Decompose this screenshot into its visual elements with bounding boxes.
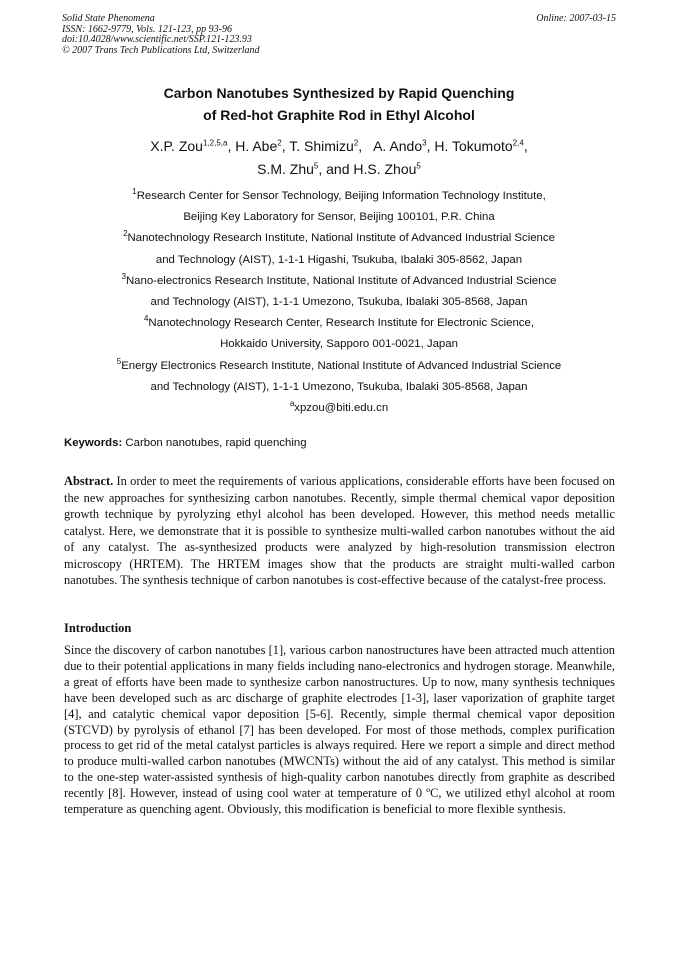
author-line-2	[60, 158, 618, 181]
author-affiliation-mark: 5	[313, 161, 319, 171]
affiliation-mark: 4	[143, 314, 149, 324]
email-address: xpzou@biti.edu.cn	[294, 402, 389, 415]
title-line-1: Carbon Nanotubes Synthesized by Rapid Quenching	[163, 85, 515, 101]
author-list	[60, 135, 618, 181]
author-name: X.P. Zou	[150, 138, 203, 154]
author-affiliation-mark: 1,2,5,a	[202, 138, 228, 148]
affiliation-mark: 2	[123, 229, 128, 239]
affiliation-list	[60, 186, 618, 419]
abstract-section	[64, 473, 615, 589]
email-line	[60, 398, 618, 419]
introduction-body: Since the discovery of carbon nanotubes [1], various carbon nanostructures have been attracted much attention due to their potential applications in many fields including nano-electronics and hydrogen storage. Meanwhile, a great of efforts have been made to synthesize carbon nanostructures. Up to now, many synthesis techniques have been developed such as arc discharge of graphite electrodes [1-3], laser vaporization of graphite target [4], and catalytic chemical vapor deposition [5-6]. Recently, simple thermal chemical vapor deposition (STCVD) by pyrolysis of ethanol [7] has been developed. For most of those methods, complex purification process to get rid of the metal catalyst particles is always required. Here we report a simple and direct method to produce multi-walled carbon nanotubes (MWCNTs) without the aid of any catalyst. This method is similar to the one-step water-assisted synthesis of high-quality carbon nanotubes directly from graphite as described recently [8]. However, instead of using cool water at temperature of 0 ºC, we utilized ethyl alcohol at room temperature as quenching agent. Obviously, this modification is beneficial to more flexible synthesis.	[64, 643, 615, 817]
author-affiliation-mark: 2,4	[512, 138, 524, 148]
affiliation-text: Nanotechnology Research Institute, National Institute of Advanced Industrial Science	[127, 232, 555, 245]
keywords-label: Keywords:	[64, 437, 123, 449]
issn-line: ISSN: 1662-9779, Vols. 121-123, pp 93-96	[62, 23, 232, 35]
keywords-text: Carbon nanotubes, rapid quenching	[125, 437, 307, 449]
affiliation-3-line-1	[60, 271, 618, 292]
author-separator: ,	[227, 138, 236, 154]
author-affiliation-mark: 5	[416, 161, 421, 171]
affiliation-text: Nanotechnology Research Center, Research Institute for Electronic Science,	[148, 317, 535, 330]
abstract-text: In order to meet the requirements of various applications, considerable efforts have been focused on the new approaches for synthesizing carbon nanotubes. Recently, simple thermal chemical vapor deposition growth technique by pyrolyzing ethyl alcohol has been developed. However, this method needs metallic catalyst. Here, we demonstrate that it is possible to synthesize multi-walled carbon nanotubes without the aid of any catalyst. The as-synthesized products were analyzed by high-resolution transmission electron microscopy (HRTEM). The HRTEM images show that the products are straight multi-walled carbon nanotubes. The synthesis technique of carbon nanotubes is cost-effective because of the catalyst-free process.	[64, 474, 615, 587]
author-affiliation-mark: 2	[277, 138, 282, 148]
journal-name: Solid State Phenomena	[62, 13, 155, 24]
affiliation-text: Energy Electronics Research Institute, National Institute of Advanced Industrial Science	[121, 359, 562, 372]
copyright-line: © 2007 Trans Tech Publications Ltd, Switzerland	[62, 44, 260, 56]
author-separator: ,	[426, 138, 435, 154]
paper-title	[60, 82, 618, 126]
author-separator: , and	[318, 161, 354, 177]
affiliation-5-line-1	[60, 356, 618, 377]
affiliation-4-line-2: Hokkaido University, Sapporo 001-0021, Japan	[220, 338, 458, 351]
affiliation-3-line-2: and Technology (AIST), 1-1-1 Umezono, Tsukuba, Ibalaki 305-8568, Japan	[150, 296, 528, 309]
journal-header	[62, 14, 260, 56]
author-affiliation-mark: 2	[353, 138, 359, 148]
title-line-2: of Red-hot Graphite Rod in Ethyl Alcohol	[203, 107, 475, 123]
author-name: H. Abe	[235, 138, 278, 154]
author-separator: ,	[523, 138, 528, 154]
keywords-section	[64, 436, 616, 450]
author-name: H. Tokumoto	[434, 138, 513, 154]
author-affiliation-mark: 3	[422, 138, 427, 148]
affiliation-1-line-2: Beijing Key Laboratory for Sensor, Beijing 100101, P.R. China	[183, 211, 495, 224]
email-mark: a	[289, 399, 295, 409]
abstract-label: Abstract.	[64, 474, 114, 488]
affiliation-text: Nano-electronics Research Institute, National Institute of Advanced Industrial Science	[125, 274, 557, 287]
affiliation-4-line-1	[60, 313, 618, 334]
author-line-1	[60, 135, 618, 158]
affiliation-2-line-2: and Technology (AIST), 1-1-1 Higashi, Tsukuba, Ibalaki 305-8562, Japan	[155, 253, 523, 266]
affiliation-5-line-2: and Technology (AIST), 1-1-1 Umezono, Tsukuba, Ibalaki 305-8568, Japan	[150, 380, 528, 393]
author-name: T. Shimizu	[289, 138, 354, 154]
author-name: A. Ando	[373, 138, 423, 154]
affiliation-1-line-1	[60, 186, 618, 207]
affiliation-mark: 3	[121, 272, 126, 282]
author-name: S.M. Zhu	[257, 161, 314, 177]
author-name: H.S. Zhou	[353, 161, 417, 177]
author-separator: ,	[281, 138, 290, 154]
affiliation-2-line-1	[60, 228, 618, 249]
author-separator: ,	[358, 138, 374, 154]
online-date: Online: 2007-03-15	[536, 13, 616, 24]
doi-line: doi:10.4028/www.scientific.net/SSP.121-123.93	[62, 34, 252, 45]
affiliation-text: Research Center for Sensor Technology, Beijing Information Technology Institute,	[136, 190, 546, 202]
introduction-heading: Introduction	[64, 621, 132, 635]
affiliation-mark: 5	[116, 356, 122, 366]
affiliation-mark: 1	[132, 187, 137, 197]
